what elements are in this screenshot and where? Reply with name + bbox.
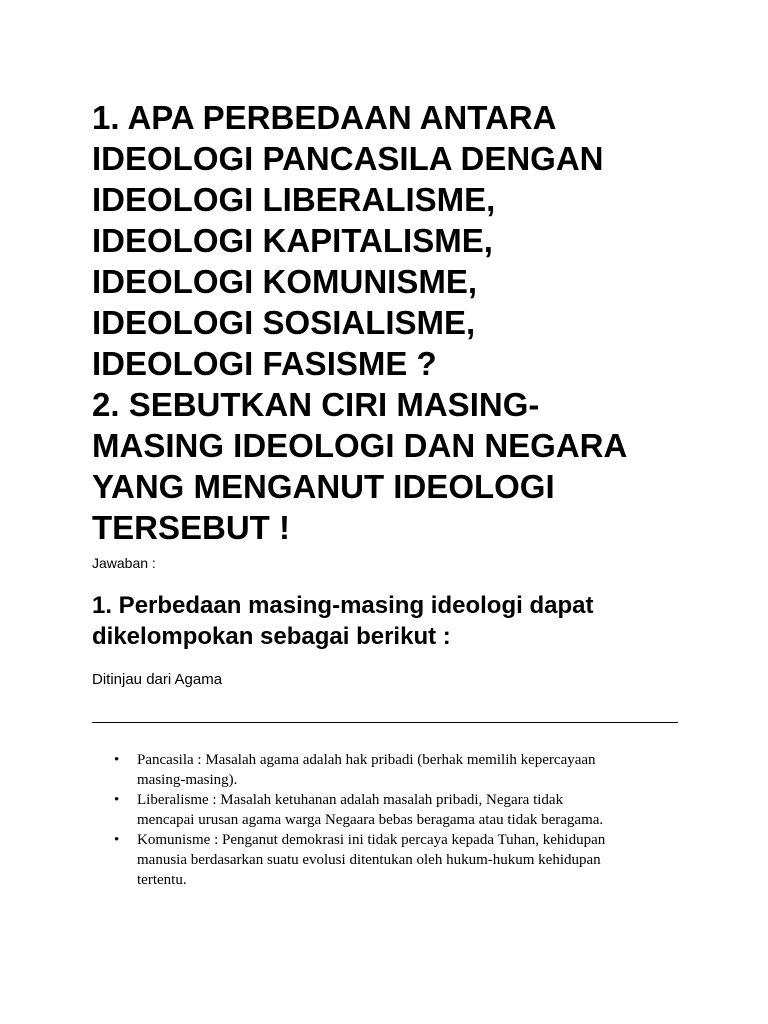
- subheading-line: 1. Perbedaan masing-masing ideologi dapat: [92, 592, 594, 619]
- question-line: 2. SEBUTKAN CIRI MASING-: [92, 386, 540, 423]
- question-heading: [92, 97, 692, 548]
- question-line: IDEOLOGI LIBERALISME,: [92, 181, 496, 218]
- list-item-line: tertentu.: [137, 872, 187, 888]
- horizontal-divider: [92, 722, 678, 723]
- list-item-text: [137, 830, 692, 890]
- question-line: TERSEBUT !: [92, 509, 290, 546]
- list-item-line: mencapai urusan agama warga Negaara bebas beragama atau tidak beragama.: [137, 812, 604, 828]
- list-item: [92, 750, 692, 790]
- question-line: IDEOLOGI KOMUNISME,: [92, 263, 478, 300]
- list-item-line: Pancasila : Masalah agama adalah hak pribadi (berhak memilih kepercayaan: [137, 752, 596, 768]
- subheading-line: dikelompokan sebagai berikut :: [92, 623, 451, 650]
- bullet-list: [92, 750, 692, 890]
- list-item-line: Liberalisme : Masalah ketuhanan adalah masalah pribadi, Negara tidak: [137, 792, 564, 808]
- document-content: [92, 97, 692, 890]
- question-line: MASING IDEOLOGI DAN NEGARA: [92, 427, 628, 464]
- list-item-line: Komunisme : Penganut demokrasi ini tidak percaya kepada Tuhan, kehidupan: [137, 832, 606, 848]
- bullet-icon: •: [114, 832, 120, 848]
- bullet-icon: •: [114, 792, 120, 808]
- section-label: Ditinjau dari Agama: [92, 671, 223, 688]
- list-item-line: masing-masing).: [137, 772, 238, 788]
- question-line: 1. APA PERBEDAAN ANTARA: [92, 99, 557, 136]
- list-item-text: [137, 750, 692, 790]
- list-item: [92, 790, 692, 830]
- answer-subheading: [92, 590, 692, 652]
- list-item-text: [137, 790, 692, 830]
- question-line: IDEOLOGI SOSIALISME,: [92, 304, 476, 341]
- question-line: YANG MENGANUT IDEOLOGI: [92, 468, 555, 505]
- question-line: IDEOLOGI KAPITALISME,: [92, 222, 493, 259]
- list-item-line: manusia berdasarkan suatu evolusi ditentukan oleh hukum-hukum kehidupan: [137, 852, 601, 868]
- list-item: [92, 830, 692, 890]
- answer-label: Jawaban :: [92, 555, 156, 571]
- question-line: IDEOLOGI PANCASILA DENGAN: [92, 140, 604, 177]
- bullet-icon: •: [114, 752, 120, 768]
- question-line: IDEOLOGI FASISME ?: [92, 345, 437, 382]
